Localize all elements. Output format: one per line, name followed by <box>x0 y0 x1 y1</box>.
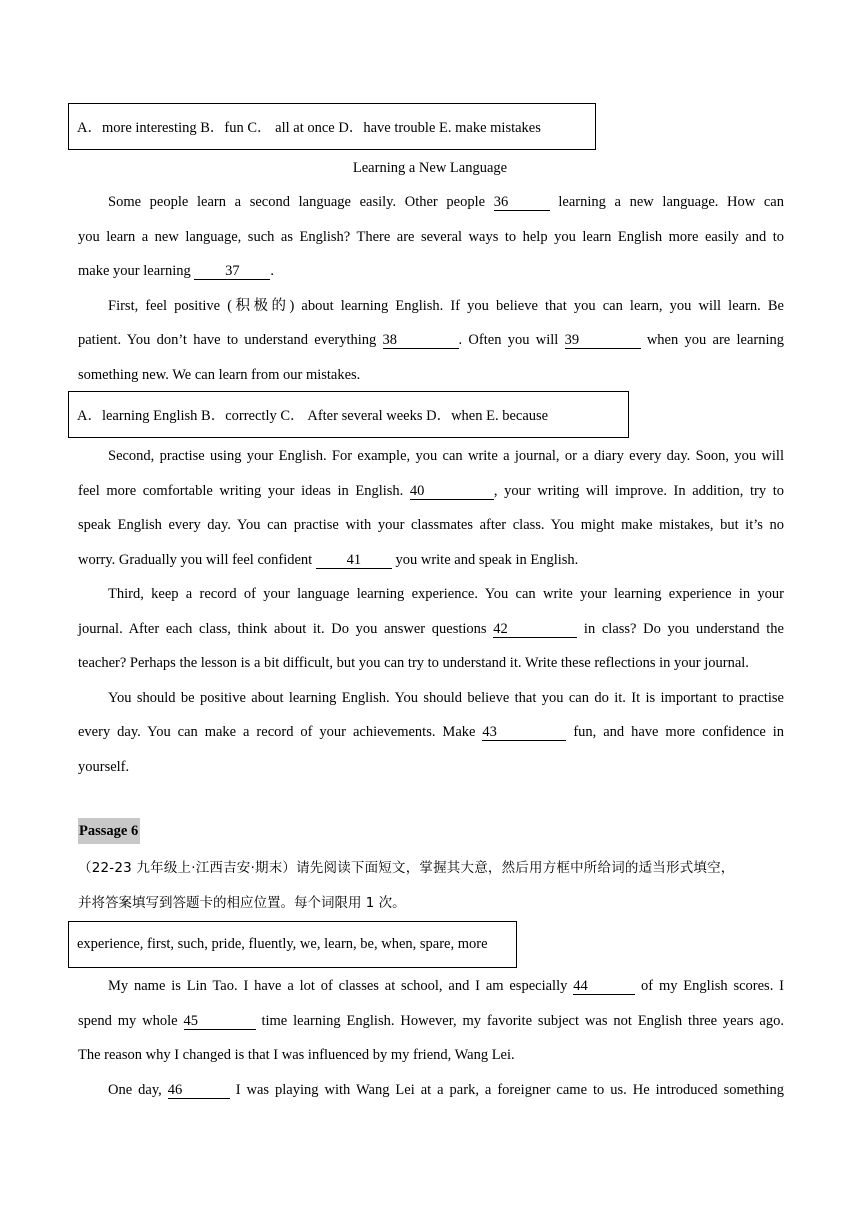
p2-line1: First, feel positive (积极的) about learning English. If you believe that you can learn, you will learn. Be <box>108 298 784 314</box>
p7-line1: One day, 46 I was playing with Wang Lei at a park, a foreigner came to us. He introduced something <box>108 1082 785 1098</box>
word-box-3-text: experience, first, such, pride, fluently, we, learn, be, when, spare, more <box>77 936 488 952</box>
blank-40[interactable]: 40 <box>410 483 494 500</box>
p6-line2: spend my whole 45 time learning English. However, my favorite subject was not English three years ago. <box>78 1013 784 1029</box>
p4-line2: journal. After each class, think about it. Do you answer questions 42 in class? Do you understand the <box>78 621 784 637</box>
blank-41[interactable]: 41 <box>316 552 392 569</box>
passage-6-instruction-line2: 并将答案填写到答题卡的相应位置。每个词限用 1 次。 <box>78 895 406 911</box>
p2-line3: something new. We can learn from our mistakes. <box>78 367 361 383</box>
p4-line3: teacher? Perhaps the lesson is a bit difficult, but you can try to understand it. Write these reflections in your journal. <box>78 655 749 671</box>
p3-line3: speak English every day. You can practise with your classmates after class. You might make mistakes, but it’s no <box>78 517 784 533</box>
p6-line1: My name is Lin Tao. I have a lot of classes at school, and I am especially 44 of my English scores. I <box>108 978 784 994</box>
p3-line1: Second, practise using your English. For example, you can write a journal, or a diary every day. Soon, you will <box>108 448 784 464</box>
blank-38[interactable]: 38 <box>383 332 459 349</box>
p5-line3: yourself. <box>78 759 130 775</box>
passage-6-instruction-line1: （22-23 九年级上·江西吉安·期末）请先阅读下面短文，掌握其大意，然后用方框中所给词的适当形式填空， <box>78 860 735 876</box>
p1-line1: Some people learn a second language easily. Other people 36 learning a new language. How can <box>108 194 784 210</box>
passage-6-label: Passage 6 <box>78 818 140 844</box>
blank-37[interactable]: 37 <box>194 263 270 280</box>
p5-line1: You should be positive about learning English. You should believe that you can do it. It is important to practise <box>108 690 784 706</box>
blank-42[interactable]: 42 <box>493 621 577 638</box>
word-box-3 <box>68 921 517 968</box>
word-box-1 <box>68 103 596 150</box>
p5-line2: every day. You can make a record of your achievements. Make 43 fun, and have more confidence in <box>78 724 784 740</box>
blank-44[interactable]: 44 <box>573 978 635 995</box>
word-box-2 <box>68 391 629 438</box>
p2-line2: patient. You don’t have to understand everything 38 . Often you will 39 when you are learning <box>78 332 784 348</box>
blank-39[interactable]: 39 <box>565 332 641 349</box>
blank-45[interactable]: 45 <box>184 1013 256 1030</box>
blank-46[interactable]: 46 <box>168 1082 230 1099</box>
p1-line2: you learn a new language, such as English? There are several ways to help you learn English more easily and to <box>78 229 784 245</box>
p3-line2: feel more comfortable writing your ideas in English. 40 , your writing will improve. In addition, try to <box>78 483 784 499</box>
p3-line4: worry. Gradually you will feel confident 41 you write and speak in English. <box>78 552 579 568</box>
p4-line1: Third, keep a record of your language learning experience. You can write your learning experience in your <box>108 586 784 602</box>
p6-line3: The reason why I changed is that I was influenced by my friend, Wang Lei. <box>78 1047 515 1063</box>
word-box-2-text: A．learning English B．correctly C． After several weeks D．when E. because <box>77 408 549 424</box>
p1-line3: make your learning 37 . <box>78 263 274 279</box>
blank-43[interactable]: 43 <box>482 724 566 741</box>
blank-36[interactable]: 36 <box>494 194 550 211</box>
passage-title: Learning a New Language <box>352 160 508 176</box>
word-box-1-text: A．more interesting B．fun C． all at once D．have trouble E. make mistakes <box>77 120 541 136</box>
